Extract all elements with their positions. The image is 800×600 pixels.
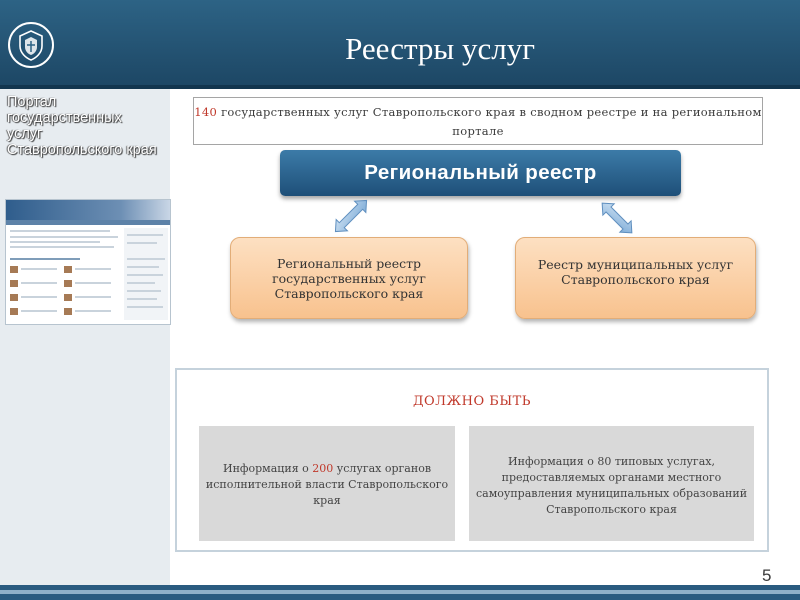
state-services-info	[199, 426, 455, 541]
regional-registry-button[interactable]: Региональный реестр	[280, 150, 681, 196]
regional-state-registry: Региональный реестр государственных услуг Ставропольского края	[230, 237, 468, 319]
double-arrow-left-icon	[330, 196, 372, 236]
must-be-section	[175, 368, 769, 552]
slide-number: 5	[762, 566, 772, 585]
summary-count: 140	[194, 105, 218, 119]
municipal-registry: Реестр муниципальных услуг Ставропольского края	[515, 237, 756, 319]
portal-screenshot-thumbnail	[5, 199, 171, 325]
summary-text: государственных услуг Ставропольского края в сводном реестре и на региональном портале	[217, 105, 762, 138]
state-info-suffix: услугах органов исполнительной власти Ставропольского края	[205, 462, 449, 507]
summary-box	[193, 97, 763, 145]
municipal-services-info: Информация о 80 типовых услугах, предоставляемых органами местного самоуправления муниципальных образований Ставропольского края	[469, 426, 754, 541]
page-title: Реестры услуг	[345, 31, 535, 66]
footer-divider	[0, 590, 800, 594]
must-be-title: ДОЛЖНО БЫТЬ	[412, 394, 532, 409]
state-info-count: 200	[312, 462, 334, 475]
left-panel	[0, 89, 170, 585]
portal-title: Портал государственных услуг Ставропольского края	[7, 94, 157, 158]
double-arrow-right-icon	[597, 198, 637, 238]
state-info-prefix: Информация о	[222, 462, 313, 475]
